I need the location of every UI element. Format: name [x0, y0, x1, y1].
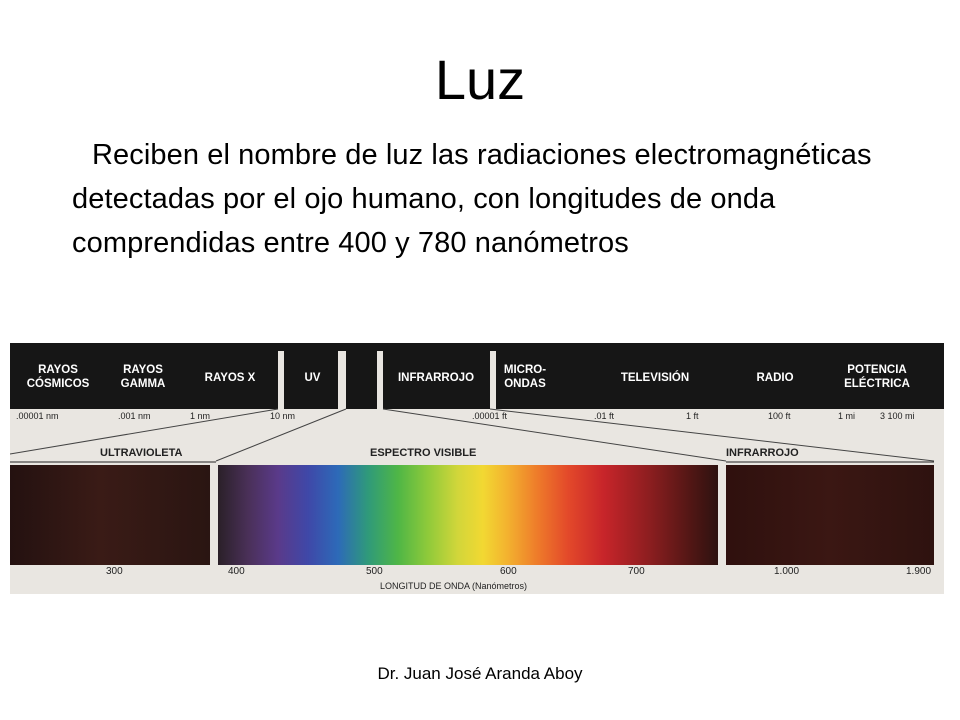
band-microondas: MICRO- ONDAS: [503, 364, 547, 390]
section-label-ultravioleta: ULTRAVIOLETA: [100, 447, 183, 459]
section-label-espectro-visible: ESPECTRO VISIBLE: [370, 447, 477, 459]
spectrum-figure: [10, 343, 944, 594]
band-potencia-electrica: POTENCIA ELÉCTRICA: [844, 364, 910, 390]
ultraviolet-strip: [10, 465, 210, 565]
band-rayos-x: RAYOS X: [204, 372, 256, 384]
band-rayos-cosmicos: RAYOS CÓSMICOS: [26, 364, 90, 390]
scale-label: 100 ft: [768, 411, 791, 421]
slide-body-text: Reciben el nombre de luz las radiaciones electromagnéticas detectadas por el ojo humano, con longitudes de onda comprendidas entre 400 y 780 nanómetros: [72, 139, 872, 259]
wavelength-tick: 1.900: [906, 566, 932, 577]
scale-label: .00001 nm: [16, 411, 59, 421]
scale-label: 3 100 mi: [880, 411, 915, 421]
wavelength-tick: 300: [106, 566, 123, 577]
wavelength-axis-label: LONGITUD DE ONDA (Nanómetros): [380, 581, 528, 591]
infrared-strip: [726, 465, 934, 565]
scale-label: 1 ft: [686, 411, 699, 421]
visible-spectrum-strip: [218, 465, 718, 565]
band-infrarrojo: INFRARROJO: [397, 372, 475, 384]
scale-label: .001 nm: [118, 411, 151, 421]
wavelength-tick: 700: [628, 566, 645, 577]
band-rayos-gamma: RAYOS GAMMA: [120, 364, 166, 390]
wavelength-tick: 1.000: [774, 566, 800, 577]
band-television: TELEVISIÓN: [620, 372, 690, 384]
scale-label: .00001 ft: [472, 411, 508, 421]
band-radio: RADIO: [756, 372, 794, 384]
scale-label: 1 nm: [190, 411, 211, 421]
wavelength-tick: 600: [500, 566, 517, 577]
scale-label: 10 nm: [270, 411, 296, 421]
band-uv: UV: [304, 372, 321, 384]
section-label-infrarrojo: INFRARROJO: [726, 447, 799, 459]
scale-label: 1 mi: [838, 411, 856, 421]
slide-footer-author: Dr. Juan José Aranda Aboy: [377, 664, 583, 683]
wavelength-tick: 400: [228, 566, 245, 577]
slide-title: Luz: [434, 48, 526, 111]
wavelength-tick: 500: [366, 566, 383, 577]
scale-label: .01 ft: [594, 411, 615, 421]
